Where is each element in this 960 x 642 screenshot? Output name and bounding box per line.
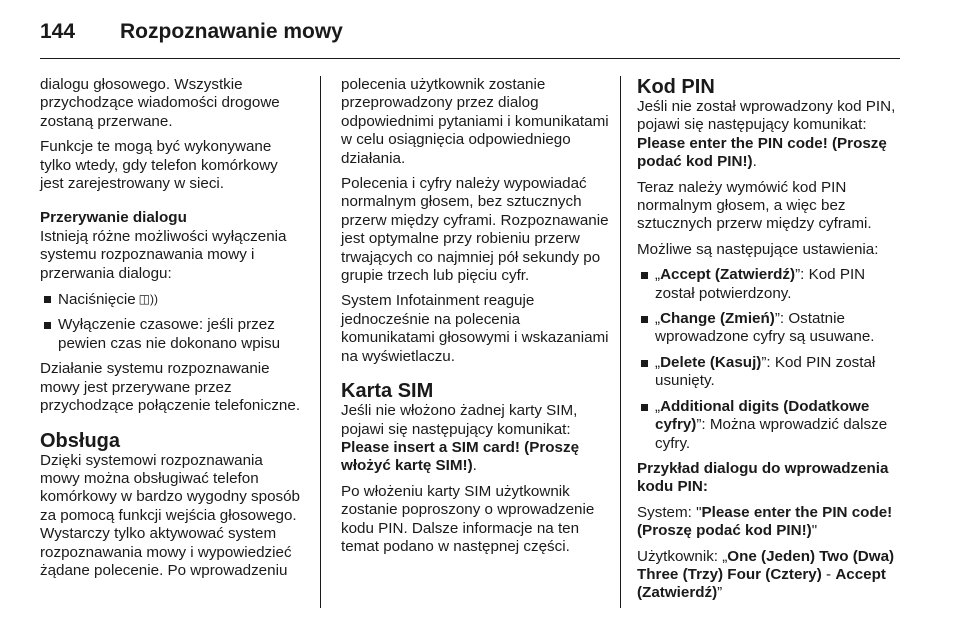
column-2 — [341, 76, 609, 563]
heading-obsluga: Obsługa — [40, 429, 121, 452]
list-item-text: Wyłączenie czasowe: jeśli przez pewien czas nie dokonano wpisu — [58, 316, 281, 352]
list-item — [637, 354, 905, 391]
paragraph: Po włożeniu karty SIM użytkownik zostanie poproszony o wprowadzenie kodu PIN. Dalsze informacje na ten temat podano w następnej części. — [341, 482, 595, 555]
column-divider-1 — [320, 76, 321, 608]
text: Jeśli nie włożono żadnej karty SIM, pojawi się następujący komunikat: — [341, 402, 578, 438]
list-item — [637, 310, 905, 347]
system-prompt: Please enter the PIN code! (Proszę podać kod PIN!) — [637, 503, 893, 540]
paragraph: Możliwe są następujące ustawienia: — [637, 240, 879, 258]
column-1 — [40, 76, 305, 587]
heading-kod-pin: Kod PIN — [637, 76, 715, 98]
page-number: 144 — [40, 20, 76, 43]
bullet-list — [40, 290, 305, 353]
text: " — [811, 522, 818, 540]
text: Jeśli nie został wprowadzony kod PIN, pojawi się następujący komunikat: — [637, 98, 896, 134]
list-item — [40, 290, 305, 309]
subheading-example: Przykład dialogu do wprowadzenia kodu PIN: — [637, 459, 889, 496]
paragraph: Funkcje te mogą być wykonywane tylko wtedy, gdy telefon komórkowy jest zarejestrowany w sieci. — [40, 138, 278, 193]
list-item — [40, 316, 305, 353]
voice-control-icon: ◫)) — [138, 292, 159, 307]
text: - — [821, 565, 836, 583]
paragraph: Polecenia i cyfry należy wypowiadać normalnym głosem, bez sztucznych przerw między cyframi. Rozpoznawanie jest optymalne przy robieniu przerw trwających co najmniej pół sekundy po grupie trzech lub pięciu cyfr. — [341, 175, 609, 285]
page-title: Rozpoznawanie mowy — [120, 20, 343, 43]
subheading-interrupt: Przerywanie dialogu — [40, 209, 187, 227]
paragraph: Dzięki systemowi rozpoznawania mowy można obsługiwać telefon komórkowy w bardzo wygodny sposób za pomocą funkcji wejścia głosowego. Wystarczy tylko aktywować system rozpoznawania mowy i wypowiedzieć żądane polecenie. Po wprowadzeniu — [40, 451, 300, 579]
header-rule — [40, 58, 900, 59]
text: ”: Można wprowadzić dalsze cyfry. — [655, 416, 888, 452]
text: „ — [655, 353, 661, 371]
text: Użytkownik: „ — [637, 547, 728, 565]
text: ” — [717, 584, 723, 602]
text: . — [752, 153, 757, 171]
text: System: " — [637, 503, 702, 521]
paragraph — [637, 548, 905, 603]
list-item — [637, 266, 905, 303]
paragraph: polecenia użytkownik zostanie przeprowadzony przez dialog odpowiednimi pytaniami i komunikatami w celu osiągnięcia odpowiedniego działania. — [341, 76, 609, 167]
paragraph — [637, 504, 905, 541]
page-header — [40, 18, 900, 58]
user-accept: Accept (Zatwierdź) — [637, 565, 886, 602]
text: . — [472, 457, 477, 475]
text: ”: Kod PIN został usunięty. — [655, 353, 876, 390]
user-digits: One (Jeden) Two (Dwa) Three (Trzy) Four (Cztery) — [637, 547, 895, 583]
paragraph: dialogu głosowego. Wszystkie przychodzące wiadomości drogowe zostaną przerwane. — [40, 76, 280, 130]
text: „ — [655, 397, 661, 415]
settings-list — [637, 266, 905, 453]
sim-message: Please insert a SIM card! (Proszę włożyć kartę SIM!) — [341, 438, 580, 475]
paragraph: System Infotainment reaguje jednocześnie na polecenia komunikatami głosowymi i wskazaniami na wyświetlaczu. — [341, 292, 609, 365]
option-accept: Accept (Zatwierdź) — [660, 266, 796, 284]
paragraph — [341, 402, 609, 476]
option-additional-digits: Additional digits (Dodatkowe cyfry) — [655, 397, 870, 434]
list-item — [637, 398, 905, 453]
text: „ — [655, 266, 661, 284]
heading-karta-sim: Karta SIM — [341, 380, 434, 403]
text: ”: Ostatnie wprowadzone cyfry są usuwane. — [655, 310, 875, 346]
paragraph: Istnieją różne możliwości wyłączenia systemu rozpoznawania mowy i przerwania dialogu: — [40, 227, 287, 282]
paragraph — [637, 98, 905, 172]
list-item-text: Naciśnięcie — [58, 291, 136, 309]
option-change: Change (Zmień) — [660, 310, 775, 328]
option-delete: Delete (Kasuj) — [660, 353, 762, 371]
paragraph: Teraz należy wymówić kod PIN normalnym głosem, a więc bez sztucznych przerw między cyframi. — [637, 178, 872, 233]
column-divider-2 — [620, 76, 621, 608]
paragraph: Działanie systemu rozpoznawanie mowy jest przerywane przez przychodzące połączenie telefoniczne. — [40, 360, 301, 415]
pin-message: Please enter the PIN code! (Proszę podać kod PIN!) — [637, 134, 887, 171]
text: „ — [655, 310, 661, 328]
text: ”: Kod PIN został potwierdzony. — [655, 266, 866, 302]
column-3 — [637, 76, 905, 610]
